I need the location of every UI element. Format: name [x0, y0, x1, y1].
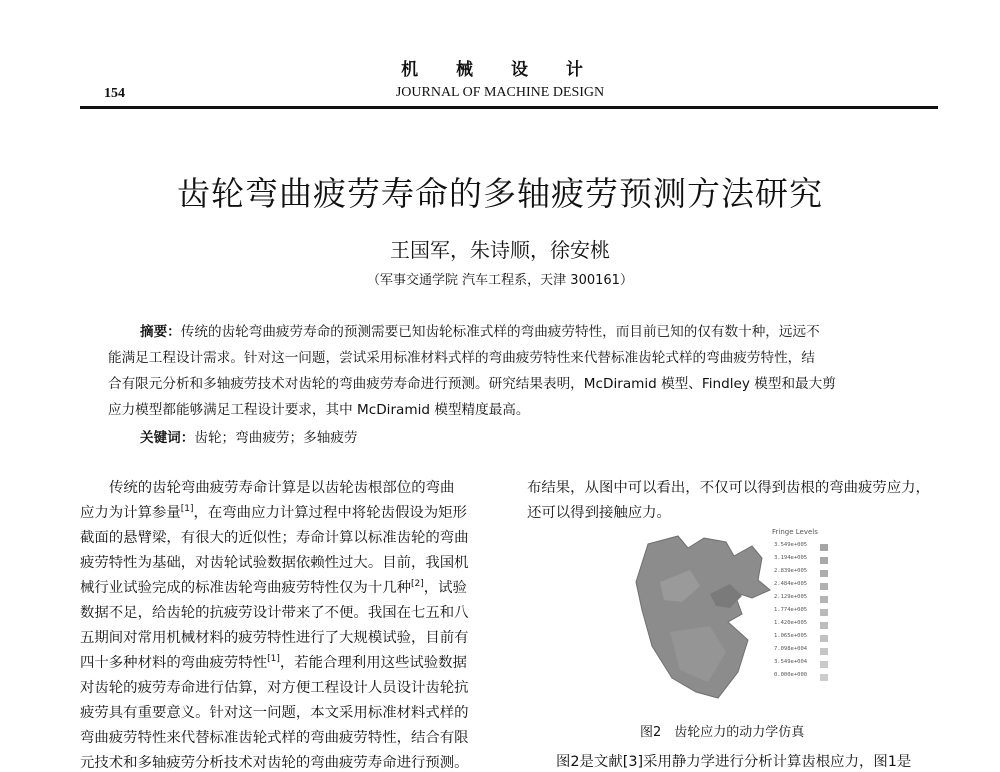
body-line: 传统的齿轮弯曲疲劳寿命计算是以齿轮齿根部位的弯曲	[109, 480, 455, 496]
legend-swatch	[820, 661, 828, 668]
legend-entry: 2.484e+005	[774, 581, 864, 592]
legend-entry: 3.549e+005	[774, 542, 864, 553]
legend-entry: 2.839e+005	[774, 568, 864, 579]
body-line: 疲劳具有重要意义。针对这一问题，本文采用标准材料式样的	[80, 705, 469, 721]
header-rule	[80, 106, 938, 109]
legend-swatch	[820, 674, 828, 681]
body-line: 疲劳特性为基础，对齿轮试验数据依赖性过大。目前，我国机	[80, 555, 469, 571]
legend-entry: 2.129e+005	[774, 594, 864, 605]
body-line: 五期间对常用机械材料的疲劳特性进行了大规模试验，目前有	[80, 630, 469, 646]
legend-entry: 7.098e+004	[774, 646, 864, 657]
abstract-line: 合有限元分析和多轴疲劳技术对齿轮的弯曲疲劳寿命进行预测。研究结果表明，McDiramid 模型、Findley 模型和最大剪	[108, 376, 836, 392]
keywords-text: 齿轮；弯曲疲劳；多轴疲劳	[194, 430, 358, 446]
citation-ref: [1]	[180, 504, 194, 515]
legend-swatch	[820, 622, 828, 629]
affiliation: （军事交通学院 汽车工程系，天津 300161）	[367, 273, 633, 288]
legend-entry: 1.420e+005	[774, 620, 864, 631]
body-line: 布结果，从图中可以看出，不仅可以得到齿根的弯曲疲劳应力，	[527, 480, 930, 496]
body-line: 械行业试验完成的标准齿轮弯曲疲劳特性仅为十几种[2]，试验	[80, 579, 467, 596]
page-number: 154	[104, 86, 125, 101]
legend-swatch	[820, 648, 828, 655]
legend-entry: 3.194e+005	[774, 555, 864, 566]
body-column-left	[80, 476, 500, 771]
legend-swatch	[820, 635, 828, 642]
body-line: 元技术和多轴疲劳分析技术对齿轮的弯曲疲劳寿命进行预测。	[80, 755, 469, 771]
authors: 王国军，朱诗顺，徐安桃	[390, 238, 610, 262]
body-line: 数据不足，给齿轮的抗疲劳设计带来了不便。我国在七五和八	[80, 605, 469, 621]
body-line: 四十多种材料的弯曲疲劳特性[1]，若能合理利用这些试验数据	[80, 654, 467, 671]
legend-swatch	[820, 596, 828, 603]
body-line: 弯曲疲劳特性来代替标准齿轮式样的弯曲疲劳特性，结合有限	[80, 730, 469, 746]
legend-swatch	[820, 570, 828, 577]
legend-entry: 1.774e+005	[774, 607, 864, 618]
body-line: 截面的悬臂梁，有很大的近似性；寿命计算以标准齿轮的弯曲	[80, 530, 469, 546]
journal-name-cn: 机 械 设 计	[401, 60, 599, 80]
abstract-line: 能满足工程设计需求。针对这一问题，尝试采用标准材料式样的弯曲疲劳特性来代替标准齿轮式样的弯曲疲劳特性，结	[108, 350, 815, 366]
body-line: 还可以得到接触应力。	[527, 505, 671, 521]
keywords-label: 关键词：	[140, 430, 195, 446]
paper-title: 齿轮弯曲疲劳寿命的多轴疲劳预测方法研究	[177, 174, 823, 213]
legend-swatch	[820, 557, 828, 564]
legend-swatch	[820, 583, 828, 590]
journal-name-en: JOURNAL OF MACHINE DESIGN	[395, 85, 605, 100]
keywords	[140, 426, 358, 446]
legend-swatch	[820, 609, 828, 616]
legend-entry: 1.065e+005	[774, 633, 864, 644]
legend-swatch	[820, 544, 828, 551]
body-line: 图2是文献[3]采用静力学进行分析计算齿根应力，图1是	[556, 754, 912, 770]
figure-caption: 图2 齿轮应力的动力学仿真	[640, 725, 805, 740]
legend-title: Fringe Levels	[772, 528, 818, 536]
citation-ref: [1]	[267, 654, 280, 665]
body-line: 应力为计算参量[1]，在弯曲应力计算过程中将轮齿假设为矩形	[80, 504, 467, 521]
abstract-line: 应力模型都能够满足工程设计要求，其中 McDiramid 模型精度最高。	[108, 402, 530, 418]
abstract-text: 传统的齿轮弯曲疲劳寿命的预测需要已知齿轮标准式样的弯曲疲劳特性，而目前已知的仅有数十种，远远不	[180, 324, 820, 340]
abstract-label: 摘要：	[140, 324, 181, 340]
legend-entry: 3.549e+004	[774, 659, 864, 670]
abstract-line	[140, 320, 820, 340]
citation-ref: [2]	[411, 579, 424, 590]
body-line: 对齿轮的疲劳寿命进行估算，对方便工程设计人员设计齿轮抗	[80, 680, 469, 696]
legend-entry: 0.000e+000	[774, 672, 864, 683]
